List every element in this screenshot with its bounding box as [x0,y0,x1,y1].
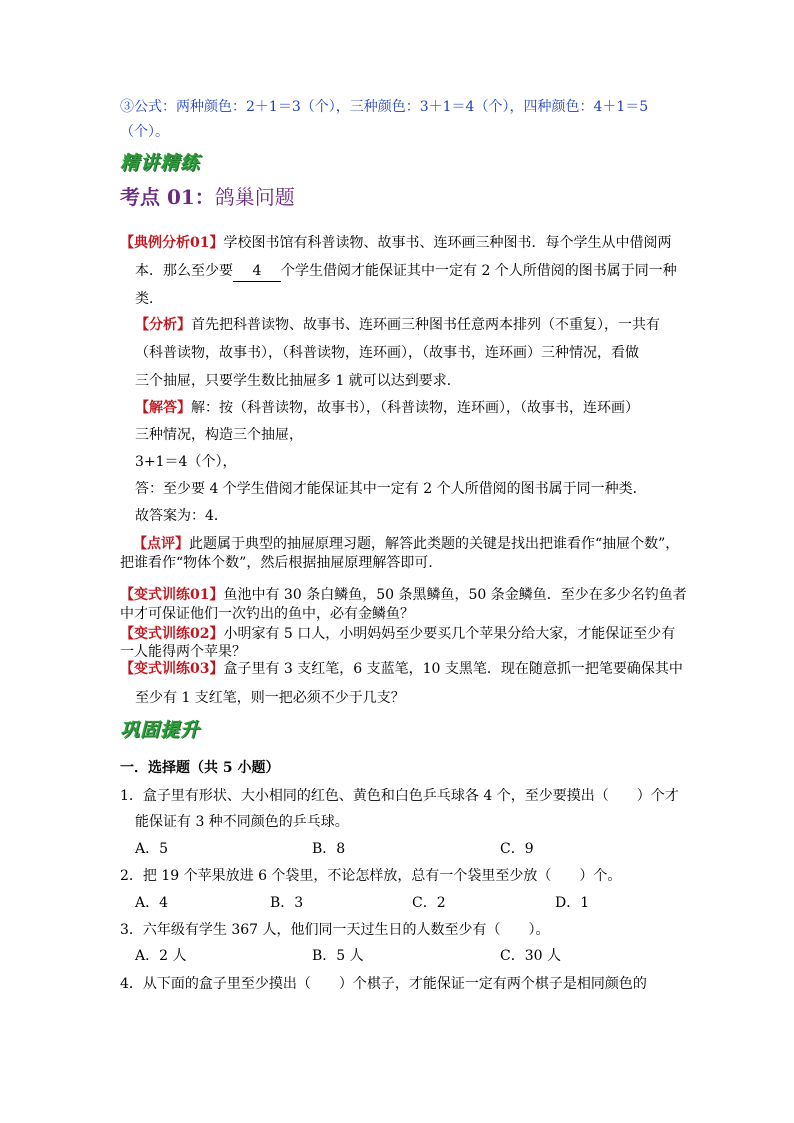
variant-3-tag: 【变式训练03】 [120,661,224,677]
analysis-text-1: 首先把科普读物、故事书、连环画三种图书任意两本排列（不重复），一共有 [191,317,660,333]
example-line-3: 类． [135,291,163,307]
question-3-option-c: C．30 人 [500,948,561,964]
example-answer-blank: 4 [233,261,281,282]
variant-3-line-2: 至少有 1 支红笔，则一把必须不少于几支？ [135,690,405,706]
example-text-2-pre: 本．那么至少要 [135,263,233,279]
analysis-line-1 [135,315,660,335]
section-title-gonggu: 巩固提升 [120,719,201,741]
question-1-stem-1: 1．盒子里有形状、大小相同的红色、黄色和白色乒乓球各 4 个，至少要摸出（ ）个才 [120,788,679,804]
variant-2-text-1: 小明家有 5 口人，小明妈妈至少要买几个苹果分给大家，才能保证至少有 [223,626,676,642]
formula-line-2: （个）。 [120,124,169,140]
choice-section-header: 一．选择题（共 5 小题） [120,760,280,776]
comment-line-2: 把谁看作“物体个数”，然后根据抽屉原理解答即可． [120,555,443,571]
question-1-option-a: A．5 [135,841,169,857]
question-2-option-a: A．4 [135,895,169,911]
variant-3-text-1: 盒子里有 3 支红笔，6 支蓝笔，10 支黑笔．现在随意抓一把笔要确保其中 [223,661,683,677]
variant-1-line-1 [120,585,687,605]
question-3-stem-1: 3．六年级有学生 367 人，他们同一天过生日的人数至少有（ ）。 [120,922,550,938]
variant-2-line-2: 一人能得两个苹果？ [120,644,246,660]
solution-text-1: 解：按（科普读物，故事书），（科普读物，连环画），（故事书，连环画） [191,400,639,416]
question-1-option-b: B．8 [312,841,346,857]
comment-tag: 【点评】 [133,536,189,552]
example-text-1: 学校图书馆有科普读物、故事书、连环画三种图书．每个学生从中借阅两 [223,235,672,251]
question-2-option-c: C．2 [412,895,446,911]
example-line-1 [120,233,671,253]
variant-2-tag: 【变式训练02】 [120,626,224,642]
comment-text-1: 此题属于典型的抽屉原理习题，解答此类题的关键是找出把谁看作“抽屉个数”， [189,536,680,552]
variant-3-line-1 [120,659,683,679]
kaodian-topic: 鸽巢问题 [214,185,295,209]
variant-1-text-1: 鱼池中有 30 条白鳞鱼，50 条黑鳞鱼，50 条金鳞鱼．至少在多少名钓鱼者 [223,587,687,603]
question-1-stem-2: 能保证有 3 种不同颜色的乒乓球。 [135,814,349,830]
comment-line-1 [133,534,679,554]
example-text-2-post: 个学生借阅才能保证其中一定有 2 个人所借阅的图书属于同一种 [281,263,677,279]
question-2-option-d: D．1 [555,895,590,911]
formula-line-1: ③公式：两种颜色：2＋1＝3（个），三种颜色：3＋1＝4（个），四种颜色：4＋1＝5 [120,99,649,115]
solution-tag: 【解答】 [135,400,191,416]
solution-line-5: 故答案为：4． [135,508,228,524]
section-title-jingjiang: 精讲精练 [120,152,201,174]
question-3-option-b: B．5 人 [312,948,364,964]
analysis-line-3: 三个抽屉，只要学生数比抽屉多 1 就可以达到要求． [135,373,461,389]
example-tag: 【典例分析01】 [120,235,224,251]
analysis-line-2: （科普读物，故事书），（科普读物，连环画），（故事书，连环画）三种情况，看做 [135,345,639,361]
solution-line-4: 答：至少要 4 个学生借阅才能保证其中一定有 2 个人所借阅的图书属于同一种类． [135,481,647,497]
question-4-stem-1: 4．从下面的盒子里至少摸出（ ）个棋子，才能保证一定有两个棋子是相同颜色的 [120,976,647,992]
question-1-option-c: C．9 [500,841,534,857]
kaodian-label: 考点 01： [120,185,215,209]
variant-1-line-2: 中才可保证他们一次钓出的鱼中，必有金鳞鱼？ [120,606,414,622]
kaodian-heading [120,184,295,210]
solution-line-2: 三种情况，构造三个抽屉， [135,427,303,443]
variant-2-line-1 [120,624,675,644]
solution-line-1 [135,398,639,418]
question-2-option-b: B．3 [270,895,304,911]
example-line-2 [135,261,677,282]
question-3-option-a: A．2 人 [135,948,187,964]
question-2-stem-1: 2．把 19 个苹果放进 6 个袋里，不论怎样放，总有一个袋里至少放（ ）个。 [120,868,622,884]
analysis-tag: 【分析】 [135,317,191,333]
variant-1-tag: 【变式训练01】 [120,587,224,603]
solution-line-3: 3+1＝4（个）， [135,454,237,470]
